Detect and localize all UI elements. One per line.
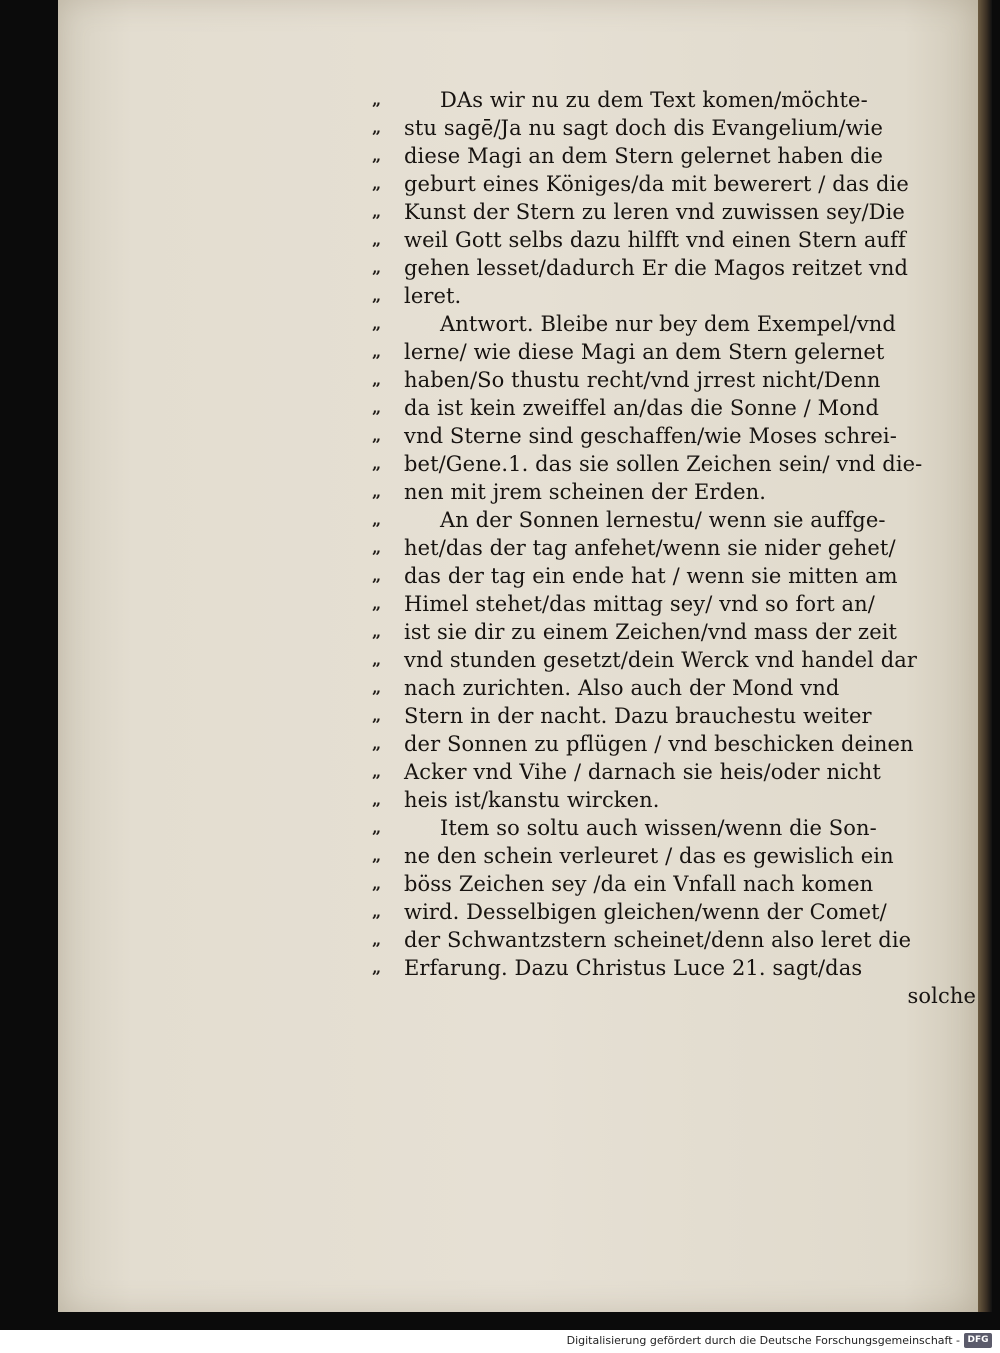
quote-mark: „ xyxy=(372,398,382,417)
quote-mark: „ xyxy=(372,118,382,137)
text-line xyxy=(372,898,976,926)
line-text: Stern in der nacht. Dazu brauchestu weiter xyxy=(404,704,872,728)
quote-mark: „ xyxy=(372,538,382,557)
line-text: Acker vnd Vihe / darnach sie heis/oder nicht xyxy=(404,760,881,784)
quote-mark: „ xyxy=(372,230,382,249)
text-line xyxy=(372,394,976,422)
line-text: Item so soltu auch wissen/wenn die Son- xyxy=(440,816,877,840)
line-text: ne den schein verleuret / das es gewislich ein xyxy=(404,844,894,868)
text-line xyxy=(372,926,976,954)
quote-mark: „ xyxy=(372,566,382,585)
quote-mark: „ xyxy=(372,482,382,501)
text-line xyxy=(372,310,976,338)
line-text: Kunst der Stern zu leren vnd zuwissen sey/Die xyxy=(404,200,905,224)
text-line xyxy=(372,534,976,562)
line-text: haben/So thustu recht/vnd jrrest nicht/Denn xyxy=(404,368,881,392)
text-line xyxy=(372,814,976,842)
line-text: das der tag ein ende hat / wenn sie mitten am xyxy=(404,564,898,588)
quote-mark: „ xyxy=(372,902,382,921)
quote-mark: „ xyxy=(372,846,382,865)
book-page xyxy=(58,0,978,1312)
line-text: het/das der tag anfehet/wenn sie nider gehet/ xyxy=(404,536,896,560)
text-line xyxy=(372,786,976,814)
quote-mark: „ xyxy=(372,174,382,193)
text-line xyxy=(372,870,976,898)
text-line xyxy=(372,758,976,786)
quote-mark: „ xyxy=(372,426,382,445)
line-text: Antwort. Bleibe nur bey dem Exempel/vnd xyxy=(440,312,896,336)
quote-mark: „ xyxy=(372,790,382,809)
text-line xyxy=(372,422,976,450)
line-text: An der Sonnen lernestu/ wenn sie auffge- xyxy=(440,508,886,532)
text-line xyxy=(372,702,976,730)
quote-mark: „ xyxy=(372,762,382,781)
line-text: DAs wir nu zu dem Text komen/möchte- xyxy=(440,88,868,112)
quote-mark: „ xyxy=(372,342,382,361)
footer-bar xyxy=(0,1330,1000,1353)
quote-mark: „ xyxy=(372,454,382,473)
quote-mark: „ xyxy=(372,258,382,277)
quote-mark: „ xyxy=(372,650,382,669)
line-text: ist sie dir zu einem Zeichen/vnd mass der zeit xyxy=(404,620,898,644)
text-line xyxy=(372,338,976,366)
text-line xyxy=(372,506,976,534)
line-text: Himel stehet/das mittag sey/ vnd so fort an/ xyxy=(404,592,875,616)
line-text: Erfarung. Dazu Christus Luce 21. sagt/das xyxy=(404,956,863,980)
text-line xyxy=(372,590,976,618)
line-text: der Schwantzstern scheinet/denn also leret die xyxy=(404,928,912,952)
text-line xyxy=(372,478,976,506)
dfg-logo-icon: DFG xyxy=(964,1333,992,1348)
quote-mark: „ xyxy=(372,706,382,725)
quote-mark: „ xyxy=(372,510,382,529)
line-text: geburt eines Königes/da mit bewerert / das die xyxy=(404,172,909,196)
catchword: solche xyxy=(907,984,976,1008)
line-text: nen mit jrem scheinen der Erden. xyxy=(404,480,767,504)
quote-mark: „ xyxy=(372,734,382,753)
text-line xyxy=(372,450,976,478)
quote-mark: „ xyxy=(372,874,382,893)
line-text: lerne/ wie diese Magi an dem Stern gelernet xyxy=(404,340,885,364)
text-line xyxy=(372,674,976,702)
line-text: vnd stunden gesetzt/dein Werck vnd handel dar xyxy=(404,648,918,672)
line-text: diese Magi an dem Stern gelernet haben die xyxy=(404,144,884,168)
text-line xyxy=(372,618,976,646)
quote-mark: „ xyxy=(372,286,382,305)
text-line xyxy=(372,114,976,142)
footer-credit: Digitalisierung gefördert durch die Deutsche Forschungsgemeinschaft - xyxy=(566,1334,960,1347)
text-line xyxy=(372,562,976,590)
quote-mark: „ xyxy=(372,958,382,977)
text-line xyxy=(372,254,976,282)
line-text: stu sagē/Ja nu sagt doch dis Evangelium/wie xyxy=(404,116,883,140)
text-line xyxy=(372,198,976,226)
text-line xyxy=(372,226,976,254)
quote-mark: „ xyxy=(372,90,382,109)
line-text: heis ist/kanstu wircken. xyxy=(404,788,660,812)
quote-mark: „ xyxy=(372,818,382,837)
text-line xyxy=(372,842,976,870)
text-line xyxy=(372,366,976,394)
line-text: leret. xyxy=(404,284,462,308)
line-text: nach zurichten. Also auch der Mond vnd xyxy=(404,676,840,700)
quote-mark: „ xyxy=(372,622,382,641)
line-text: wird. Desselbigen gleichen/wenn der Comet/ xyxy=(404,900,887,924)
page-edge xyxy=(978,0,992,1312)
quote-mark: „ xyxy=(372,370,382,389)
line-text: weil Gott selbs dazu hilfft vnd einen Stern auff xyxy=(404,228,906,252)
text-line xyxy=(372,282,976,310)
quote-mark: „ xyxy=(372,678,382,697)
quote-mark: „ xyxy=(372,314,382,333)
text-line xyxy=(372,730,976,758)
text-line xyxy=(372,646,976,674)
text-line xyxy=(372,170,976,198)
line-text: da ist kein zweiffel an/das die Sonne / Mond xyxy=(404,396,880,420)
line-text: böss Zeichen sey /da ein Vnfall nach komen xyxy=(404,872,874,896)
text-line xyxy=(372,142,976,170)
text-block xyxy=(372,86,976,1010)
catchword-line xyxy=(376,982,976,1010)
line-text: vnd Sterne sind geschaffen/wie Moses schrei- xyxy=(404,424,897,448)
quote-mark: „ xyxy=(372,202,382,221)
text-line xyxy=(372,86,976,114)
line-text: bet/Gene.1. das sie sollen Zeichen sein/ vnd die- xyxy=(404,452,923,476)
line-text: gehen lesset/dadurch Er die Magos reitzet vnd xyxy=(404,256,909,280)
text-line xyxy=(372,954,976,982)
quote-mark: „ xyxy=(372,594,382,613)
line-text: der Sonnen zu pflügen / vnd beschicken deinen xyxy=(404,732,914,756)
quote-mark: „ xyxy=(372,930,382,949)
quote-mark: „ xyxy=(372,146,382,165)
